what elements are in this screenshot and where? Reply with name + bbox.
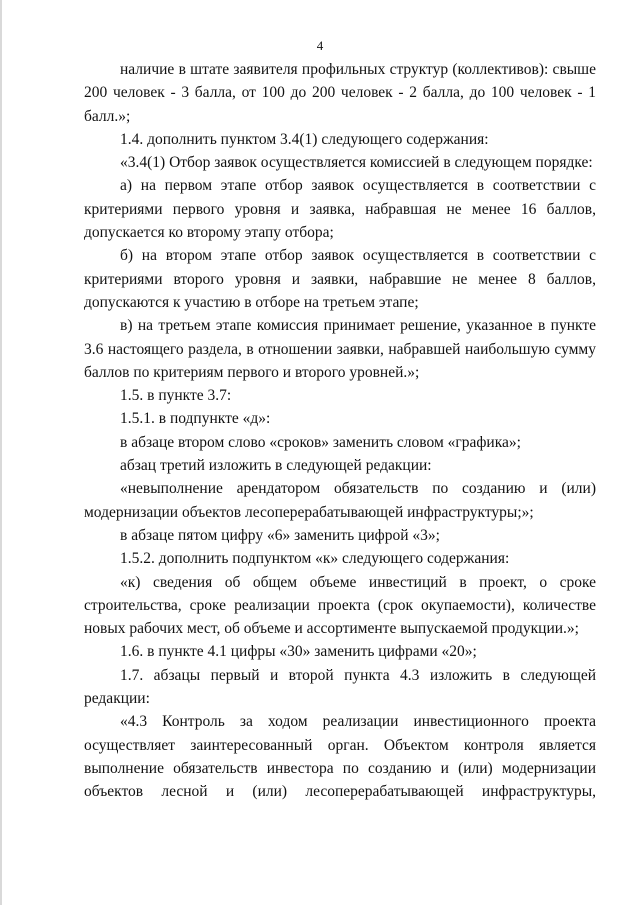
document-body (84, 58, 596, 804)
paragraph-stage-c: в) на третьем этапе комиссия принимает решение, указанное в пункте 3.6 настоящего раздела, в отношении заявки, набравшей наибольшую сумму баллов по критериям первого и второго уровней.»; (84, 317, 596, 381)
paragraph-nevypolnenie: «невыполнение арендатором обязательств по созданию и (или) модернизации объектов лесоперерабатывающей инфраструктуры;»; (84, 480, 596, 521)
paragraph-abzac-5: в абзаце пятом цифру «6» заменить цифрой «3»; (120, 526, 440, 544)
paragraph-1-7: 1.7. абзацы первый и второй пункта 4.3 изложить в следующей редакции: (84, 666, 596, 708)
paragraph-4-3: «4.3 Контроль за ходом реализации инвестиционного проекта осуществляет заинтересованный орган. Объектом контроля является выполнение обязательств инвестора по созданию и (или) модернизации объектов лесной и (или) лесоперерабатывающей инфраструктуры, (84, 713, 596, 801)
paragraph-abzac-2: в абзаце втором слово «сроков» заменить словом «графика»; (120, 433, 521, 451)
paragraph-staff-points: наличие в штате заявителя профильных структур (коллективов): свыше 200 человек - 3 балла, от 100 до 200 человек - 2 балла, до 100 человек - 1 балл.»; (84, 61, 596, 125)
paragraph-1-5: 1.5. в пункте 3.7: (120, 387, 232, 405)
paragraph-3-4-1: «3.4(1) Отбор заявок осуществляется комиссией в следующем порядке: (120, 154, 593, 172)
paragraph-stage-a: а) на первом этапе отбор заявок осуществляется в соответствии с критериями первого уровня и заявка, набравшая не менее 16 баллов, допускается ко второму этапу отбора; (84, 177, 596, 242)
paragraph-stage-b: б) на втором этапе отбор заявок осуществляется в соответствии с критериями второго уровня и заявки, набравшие не менее 8 баллов, допускаются к участию в отборе на третьем этапе; (84, 247, 596, 311)
page-number: 4 (316, 38, 324, 53)
paragraph-1-5-1: 1.5.1. в подпункте «д»: (120, 410, 271, 428)
paragraph-1-5-2: 1.5.2. дополнить подпунктом «к» следующего содержания: (120, 550, 510, 568)
scan-edge (0, 0, 2, 905)
paragraph-abzac-3: абзац третий изложить в следующей редакции: (120, 457, 432, 475)
paragraph-1-6: 1.6. в пункте 4.1 цифры «30» заменить цифрами «20»; (120, 643, 477, 661)
paragraph-1-4: 1.4. дополнить пунктом 3.4(1) следующего содержания: (120, 130, 489, 148)
paragraph-podpunkt-k: «к) сведения об общем объеме инвестиций в проект, о сроке строительства, сроке реализации проекта (срок окупаемости), количестве новых рабочих мест, об объеме и ассортименте выпускаемой продукции.»; (84, 573, 596, 638)
